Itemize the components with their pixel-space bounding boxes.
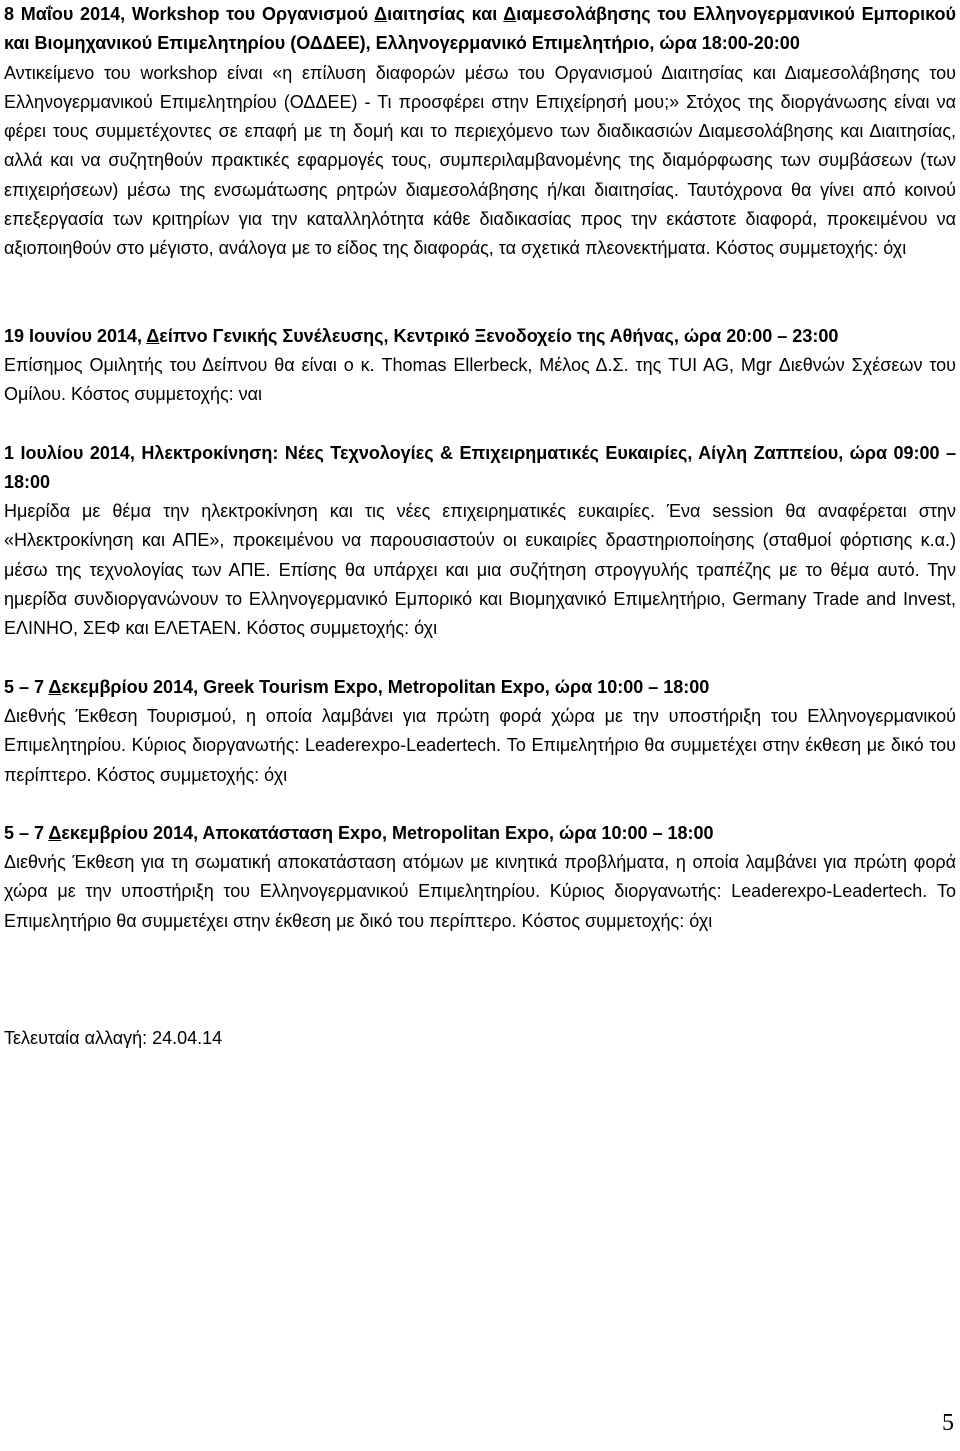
event-description: Ημερίδα με θέμα την ηλεκτροκίνηση και τις νέες επιχειρηματικές ευκαιρίες. Ένα session θα αναφέρεται στην «Ηλεκτροκίνηση και ΑΠΕ», προκειμένου να παρουσιαστούν οι ευκαιρίες δραστηριοποίησης (σταθμοί φόρτισης κ.α.) μέσω της τεχνολογίας των ΑΠΕ. Επίσης θα υπάρχει και μια συζήτηση στρογγυλής τραπέζης με το θέμα αυτό. Την ημερίδα συνδιοργανώνουν το Ελληνογερμανικό Εμπορικό και Βιομηχανικό Επιμελητήριο, Germany Trade and Invest, ΕΛΙΝΗΟ, ΣΕΦ και ΕΛΕΤΑΕΝ. Κόστος συμμετοχής: όχι [4, 501, 956, 639]
event-title-text: εκεμβρίου 2014, Greek Tourism Expo, Metropolitan Expo, ώρα 10:00 – 18:00 [61, 676, 710, 697]
event-title [4, 673, 956, 702]
event-greek-tourism-expo [4, 673, 956, 790]
event-general-assembly-dinner [4, 322, 956, 410]
event-title-text: εκεμβρίου 2014, Αποκατάσταση Expo, Metropolitan Expo, ώρα 10:00 – 18:00 [61, 822, 714, 843]
document-page [4, 0, 956, 1053]
event-title-text: Δ [146, 325, 160, 346]
event-title-text: 5 – 7 [4, 822, 49, 843]
event-title [4, 0, 956, 59]
event-description: Αντικείμενο του workshop είναι «η επίλυση διαφορών μέσω του Οργανισμού Διαιτησίας και Διαμεσολάβησης του Ελληνογερμανικού Επιμελητηρίου (ΟΔΔΕΕ) - Τι προσφέρει στην Επιχείρησή μου;» Στόχος της διοργάνωσης είναι να φέρει τους συμμετέχοντες σε επαφή με τη δομή και το περιεχόμενο των διαδικασιών Διαμεσολάβησης και Διαιτησίας, αλλά και να συζητηθούν πρακτικές εφαρμογές τους, συμπεριλαμβανομένης της διαμόρφωσης των συμβάσεων (των επιχειρήσεων) μέσω της ενσωμάτωσης ρητρών διαμεσολάβησης ή/και διαιτησίας. Ταυτόχρονα θα γίνει από κοινού επεξεργασία των κριτηρίων για την καταλληλότητα κάθε διαδικασίας προς την εκάστοτε διαφορά, προκειμένου να αξιοποιηθούν στο μέγιστο, ανάλογα με το είδος της διαφοράς, τα σχετικά πλεονεκτήματα. Κόστος συμμετοχής: όχι [4, 62, 956, 259]
event-title [4, 439, 956, 498]
event-title [4, 819, 956, 848]
event-title-text: Δ [374, 4, 388, 24]
event-title [4, 322, 956, 351]
event-workshop [4, 0, 956, 264]
page-number: 5 [942, 1410, 954, 1436]
spacer [4, 936, 956, 1024]
spacer [4, 264, 956, 322]
spacer [4, 410, 956, 439]
event-title-text: Δ [48, 676, 62, 697]
event-title-text: ιαμεσολάβησης του Ελληνογερμανικού Εμπορικού και Βιομηχανικού Επιμελητηρίου (ΟΔΔΕΕ), Ελληνογερμανικό Επιμελητήριο, ώρα 18:00-20:00 [4, 4, 956, 54]
event-title-text: ιαιτησίας και [387, 4, 504, 24]
event-rehabilitation-expo [4, 819, 956, 936]
event-title-text: 5 – 7 [4, 676, 49, 697]
event-title-text: Δ [48, 822, 62, 843]
event-title-text: είπνο Γενικής Συνέλευσης, Κεντρικό Ξενοδοχείο της Αθήνας, ώρα 20:00 – 23:00 [159, 325, 839, 346]
spacer [4, 790, 956, 819]
event-description: Επίσημος Ομιλητής του Δείπνου θα είναι ο κ. Thomas Ellerbeck, Μέλος Δ.Σ. της TUI AG, Mgr Διεθνών Σχέσεων του Ομίλου. Κόστος συμμετοχής: ναι [4, 354, 956, 405]
event-title-text: 19 Ιουνίου 2014, [4, 325, 147, 346]
event-electromobility [4, 439, 956, 644]
event-description: Διεθνής Έκθεση για τη σωματική αποκατάσταση ατόμων με κινητικά προβλήματα, η οποία λαμβάνει για πρώτη φορά χώρα με την υποστήριξη του Ελληνογερμανικού Επιμελητηρίου. Κύριος διοργανωτής: Leaderexpo-Leadertech. Το Επιμελητήριο θα συμμετέχει στην έκθεση με δικό του περίπτερο. Κόστος συμμετοχής: όχι [4, 852, 956, 931]
event-description: Διεθνής Έκθεση Τουρισμού, η οποία λαμβάνει για πρώτη φορά χώρα με την υποστήριξη του Ελληνογερμανικού Επιμελητηρίου. Κύριος διοργανωτής: Leaderexpo-Leadertech. Το Επιμελητήριο θα συμμετέχει στην έκθεση με δικό του περίπτερο. Κόστος συμμετοχής: όχι [4, 705, 956, 785]
event-title-text: 1 Ιουλίου 2014, Ηλεκτροκίνηση: Νέες Τεχνολογίες & Επιχειρηματικές Ευκαιρίες, Αίγλη Ζαππείου, ώρα 09:00 – 18:00 [4, 442, 956, 492]
spacer [4, 644, 956, 673]
last-change-note: Τελευταία αλλαγή: 24.04.14 [4, 1028, 223, 1049]
event-title-text: Δ [503, 4, 517, 24]
event-title-text: 8 Μαΐου 2014, Workshop του Οργανισμού [4, 4, 375, 24]
